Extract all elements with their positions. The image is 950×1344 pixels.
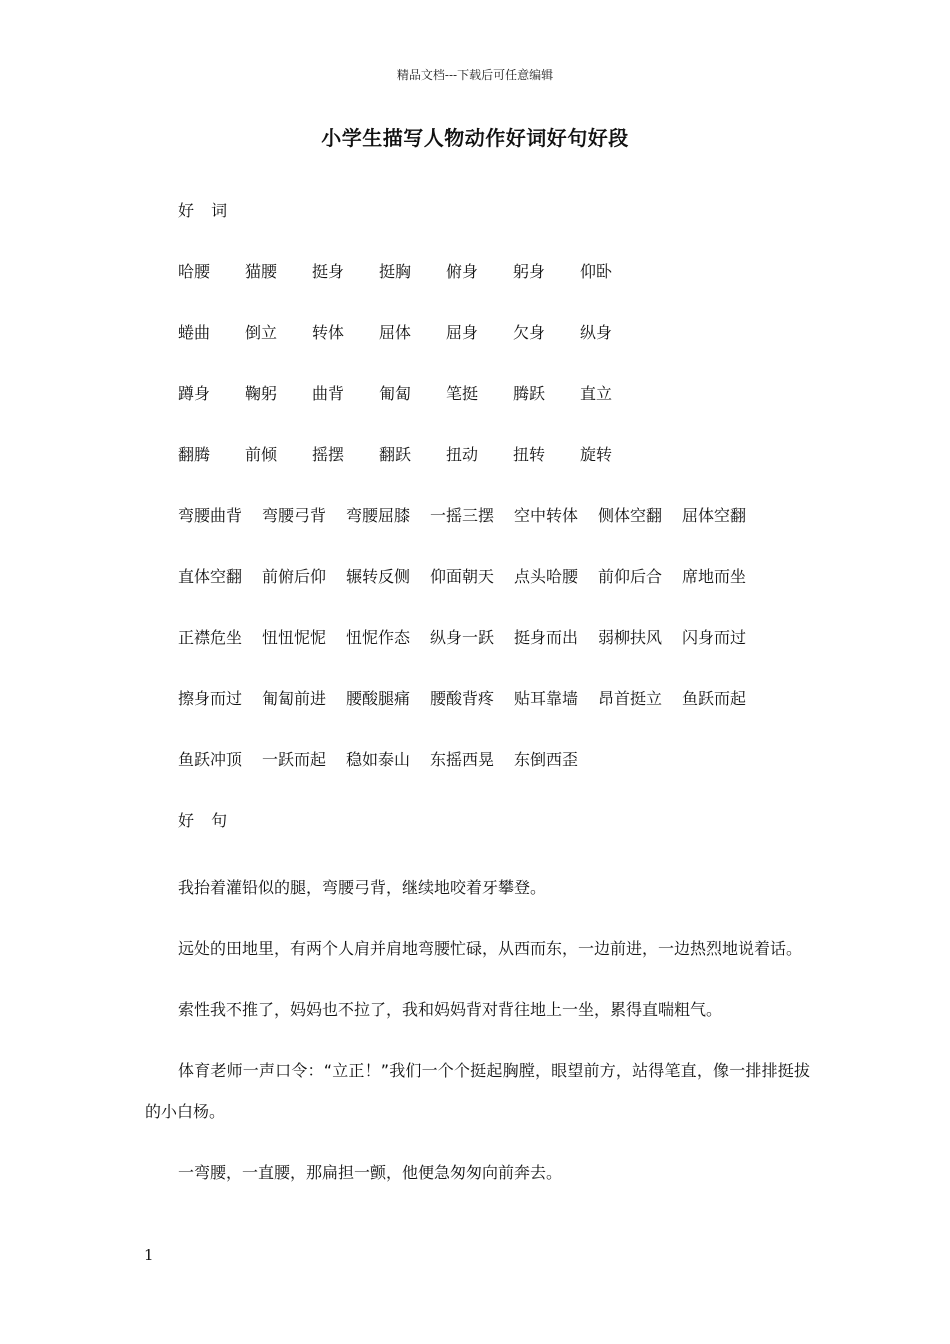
word-item: 躬身	[513, 262, 546, 281]
phrase-item: 贴耳靠墙	[514, 689, 579, 708]
page-number: 1	[144, 1246, 154, 1264]
word-row	[145, 379, 810, 409]
phrase-item: 前俯后仰	[262, 567, 327, 586]
word-item: 俯身	[446, 262, 479, 281]
phrase-item: 鱼跃冲顶	[178, 750, 243, 769]
word-row	[145, 440, 810, 470]
word-item: 翻跃	[379, 445, 412, 464]
sentence-paragraph: 我抬着灌铅似的腿，弯腰弓背，继续地咬着牙攀登。	[178, 878, 547, 897]
phrase-item: 侧体空翻	[598, 506, 663, 525]
word-item: 翻腾	[178, 445, 211, 464]
phrase-item: 直体空翻	[178, 567, 243, 586]
word-item: 猫腰	[245, 262, 278, 281]
phrase-row	[145, 745, 810, 775]
phrase-row	[145, 501, 810, 531]
phrase-item: 稳如泰山	[346, 750, 411, 769]
phrase-item: 弯腰曲背	[178, 506, 243, 525]
phrase-item: 腰酸腿痛	[346, 689, 411, 708]
sentence-paragraph: 一弯腰，一直腰，那扁担一颤，他便急匆匆向前奔去。	[178, 1163, 563, 1182]
word-item: 纵身	[580, 323, 613, 342]
phrase-item: 前仰后合	[598, 567, 663, 586]
phrase-item: 点头哈腰	[514, 567, 579, 586]
phrase-item: 一摇三摆	[430, 506, 495, 525]
word-item: 曲背	[312, 384, 345, 403]
word-item: 旋转	[580, 445, 613, 464]
word-item: 扭动	[446, 445, 479, 464]
header-note: 精品文档---下载后可任意编辑	[396, 68, 554, 82]
phrase-item: 忸怩作态	[346, 628, 411, 647]
phrase-row	[145, 623, 810, 653]
phrase-item: 昂首挺立	[598, 689, 663, 708]
word-item: 扭转	[513, 445, 546, 464]
word-item: 摇摆	[312, 445, 345, 464]
word-item: 屈身	[446, 323, 479, 342]
phrase-item: 鱼跃而起	[682, 689, 747, 708]
word-item: 挺胸	[379, 262, 412, 281]
phrase-item: 纵身一跃	[430, 628, 495, 647]
word-item: 仰卧	[580, 262, 613, 281]
phrase-item: 一跃而起	[262, 750, 327, 769]
word-item: 匍匐	[379, 384, 412, 403]
word-item: 鞠躬	[245, 384, 278, 403]
word-item: 转体	[312, 323, 345, 342]
word-item: 挺身	[312, 262, 345, 281]
word-item: 倒立	[245, 323, 278, 342]
section-label-sentences: 好 句	[178, 811, 234, 830]
word-row	[145, 318, 810, 348]
phrase-item: 辗转反侧	[346, 567, 411, 586]
phrase-item: 弱柳扶风	[598, 628, 663, 647]
word-item: 哈腰	[178, 262, 211, 281]
phrase-item: 仰面朝天	[430, 567, 495, 586]
word-item: 直立	[580, 384, 613, 403]
word-item: 前倾	[245, 445, 278, 464]
word-item: 蜷曲	[178, 323, 211, 342]
word-item: 笔挺	[446, 384, 479, 403]
phrase-item: 挺身而出	[514, 628, 579, 647]
phrase-item: 腰酸背疼	[430, 689, 495, 708]
word-item: 腾跃	[513, 384, 546, 403]
phrase-item: 擦身而过	[178, 689, 243, 708]
document-body	[145, 196, 810, 1213]
word-item: 蹲身	[178, 384, 211, 403]
phrase-item: 忸忸怩怩	[262, 628, 327, 647]
phrase-item: 弯腰屈膝	[346, 506, 411, 525]
phrase-item: 匍匐前进	[262, 689, 327, 708]
phrase-item: 东倒西歪	[514, 750, 579, 769]
sentence-paragraph: 体育老师一声口令：“立正！”我们一个个挺起胸膛，眼望前方，站得笔直，像一排排挺拔的小白杨。	[145, 1061, 810, 1121]
section-label-words: 好 词	[178, 201, 234, 220]
word-row	[145, 257, 810, 287]
sentence-paragraph: 索性我不推了，妈妈也不拉了，我和妈妈背对背往地上一坐，累得直喘粗气。	[178, 1000, 723, 1019]
phrase-item: 东摇西晃	[430, 750, 495, 769]
phrase-item: 闪身而过	[682, 628, 747, 647]
word-item: 欠身	[513, 323, 546, 342]
phrase-item: 席地而坐	[682, 567, 747, 586]
phrase-item: 弯腰弓背	[262, 506, 327, 525]
sentence-paragraph: 远处的田地里，有两个人肩并肩地弯腰忙碌，从西而东，一边前进，一边热烈地说着话。	[178, 939, 803, 958]
word-item: 屈体	[379, 323, 412, 342]
phrase-row	[145, 562, 810, 592]
phrase-item: 空中转体	[514, 506, 579, 525]
phrase-item: 屈体空翻	[682, 506, 747, 525]
phrase-row	[145, 684, 810, 714]
phrase-item: 正襟危坐	[178, 628, 243, 647]
document-title: 小学生描写人物动作好词好句好段	[321, 126, 629, 150]
